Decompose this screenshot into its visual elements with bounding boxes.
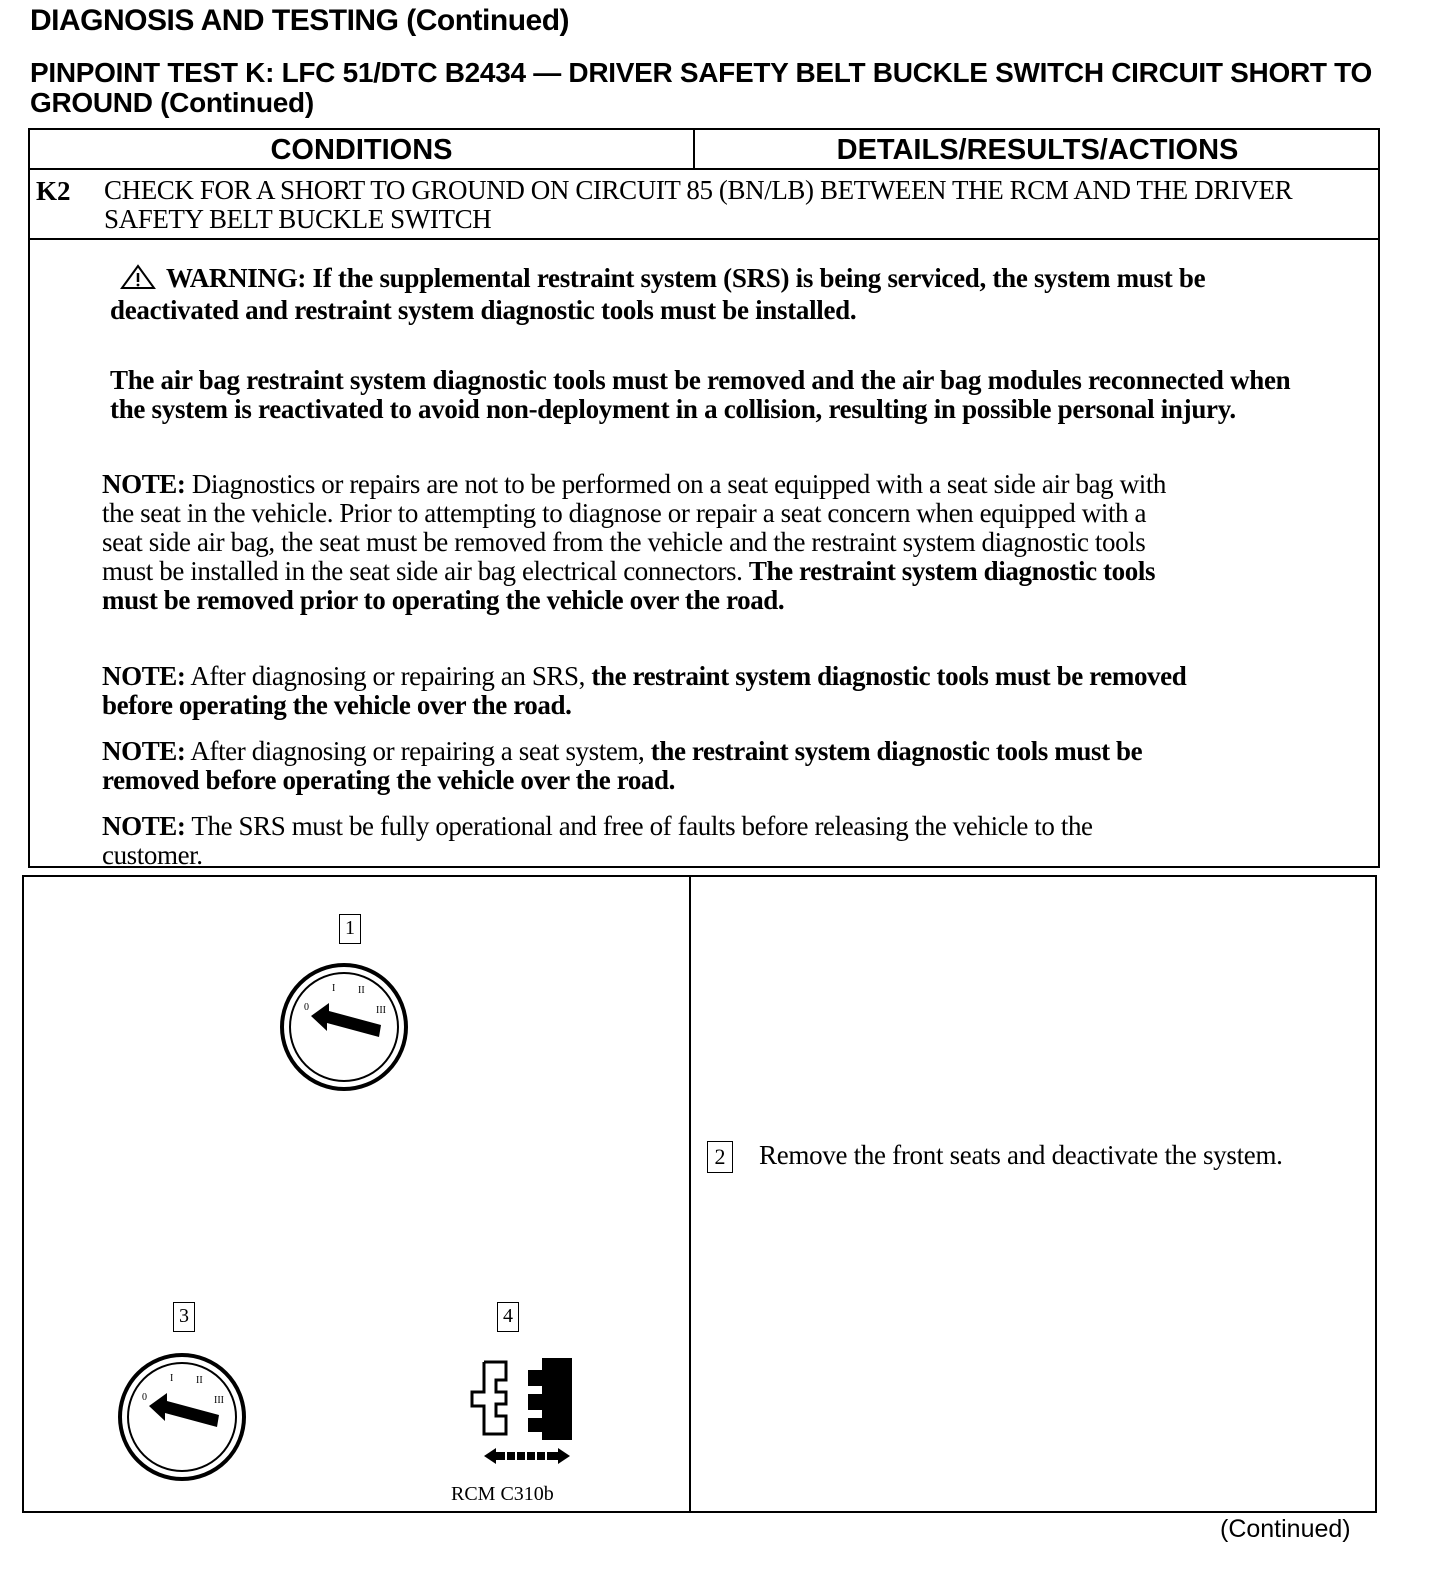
warning-triangle-icon — [120, 264, 156, 296]
ignition-switch-icon — [274, 957, 414, 1097]
action-step-2: Remove the front seats and deactivate the system. — [759, 1140, 1283, 1170]
note-after-srs — [102, 662, 1192, 720]
callout-1: 1 — [339, 914, 361, 944]
procedure-table — [28, 128, 1380, 868]
ignition-mark-1: I — [170, 1373, 174, 1384]
ignition-mark-0: 0 — [142, 1392, 147, 1403]
connector-disconnect-icon — [444, 1342, 584, 1477]
ignition-switch-icon — [112, 1347, 252, 1487]
ignition-mark-2: II — [196, 1375, 203, 1386]
callout-2: 2 — [707, 1141, 733, 1173]
column-header-conditions: CONDITIONS — [30, 130, 695, 170]
step-id: K2 — [36, 176, 71, 206]
ignition-mark-3: III — [214, 1395, 224, 1406]
section-title: DIAGNOSIS AND TESTING (Continued) — [30, 4, 570, 37]
ignition-mark-2: II — [358, 985, 365, 996]
continued-label: (Continued) — [1220, 1515, 1351, 1543]
note-seat-side-airbag — [102, 470, 1192, 615]
ignition-mark-1: I — [332, 983, 336, 994]
note-1-emphasis: The restraint system diagnostic tools must be removed prior to operating the vehicle over the road. — [102, 556, 1156, 615]
warning-deactivate — [110, 264, 1320, 325]
note-1-text: Diagnostics or repairs are not to be performed on a seat equipped with a seat side air bag with the seat in the vehicle. Prior to attempting to diagnose or repair a seat concern when equipped with a seat side air bag, the seat must be removed from the vehicle and the restraint system diagnostic tools must be installed in the seat side air bag electrical connectors. — [102, 469, 1167, 586]
warning-text-1: WARNING: If the supplemental restraint system (SRS) is being serviced, the system must be deactivated and restraint system diagnostic tools must be installed. — [110, 263, 1206, 325]
ignition-mark-3: III — [376, 1005, 386, 1016]
note-3-emphasis: the restraint system diagnostic tools must be removed before operating the vehicle over the road. — [102, 736, 1143, 795]
note-2-emphasis: the restraint system diagnostic tools must be removed before operating the vehicle over the road. — [102, 661, 1187, 720]
note-2-text: After diagnosing or repairing an SRS, — [185, 661, 592, 691]
note-label: NOTE: — [102, 661, 186, 691]
callout-4: 4 — [497, 1302, 519, 1332]
figure-table — [22, 875, 1377, 1513]
column-divider — [689, 877, 691, 1511]
step-row — [30, 170, 1378, 240]
note-label: NOTE: — [102, 811, 186, 841]
note-label: NOTE: — [102, 736, 186, 766]
callout-3: 3 — [173, 1302, 195, 1332]
step-heading: CHECK FOR A SHORT TO GROUND ON CIRCUIT 85 (BN/LB) BETWEEN THE RCM AND THE DRIVER SAFETY BELT BUCKLE SWITCH — [104, 175, 1293, 234]
note-4-text: The SRS must be fully operational and free of faults before releasing the vehicle to the customer. — [102, 811, 1093, 870]
warning-reconnect: The air bag restraint system diagnostic tools must be removed and the air bag modules reconnected when the system is reactivated to avoid non-deployment in a collision, resulting in possible personal injury. — [110, 365, 1291, 424]
note-3-text: After diagnosing or repairing a seat system, — [185, 736, 651, 766]
note-srs-operational — [102, 812, 1192, 870]
note-label: NOTE: — [102, 469, 186, 499]
ignition-mark-0: 0 — [304, 1002, 309, 1013]
pinpoint-test-title: PINPOINT TEST K: LFC 51/DTC B2434 — DRIVER SAFETY BELT BUCKLE SWITCH CIRCUIT SHORT TO GROUND (Continued) — [30, 57, 1372, 118]
note-after-seat-system — [102, 737, 1192, 795]
connector-label: RCM C310b — [451, 1483, 554, 1505]
column-header-details: DETAILS/RESULTS/ACTIONS — [695, 130, 1380, 170]
